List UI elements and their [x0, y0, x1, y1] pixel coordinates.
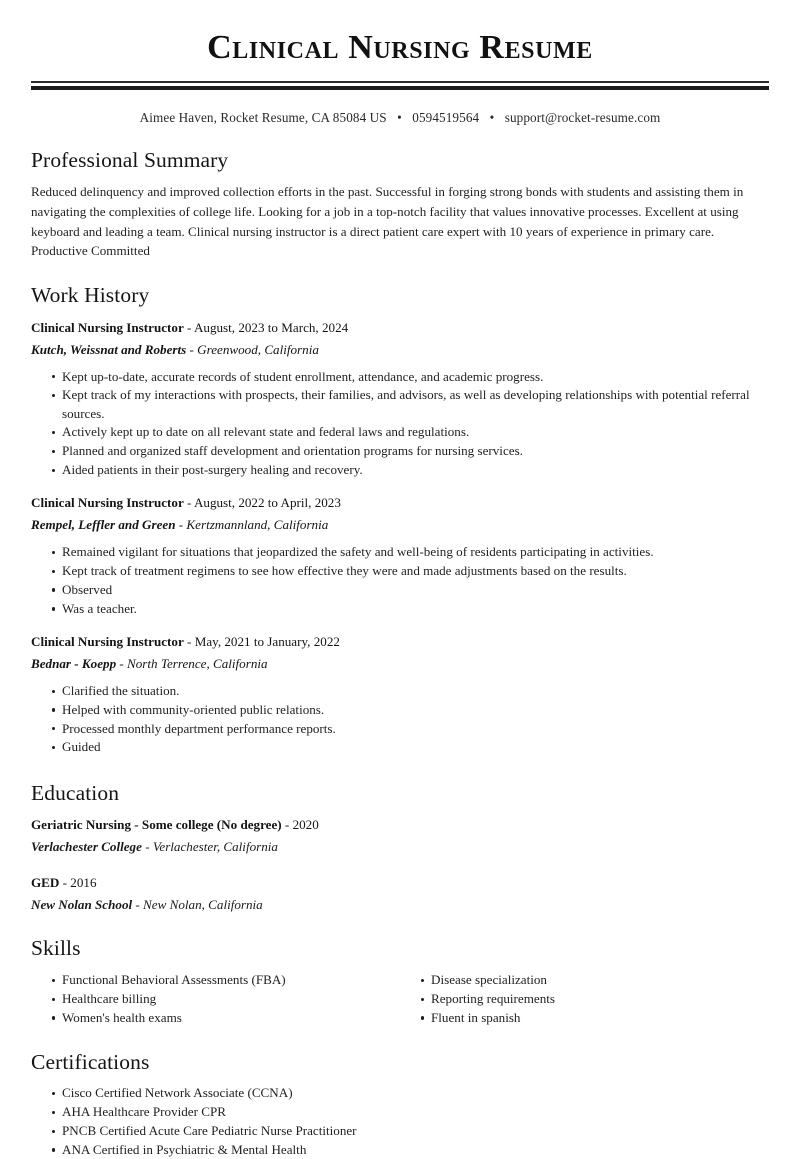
certifications-list	[31, 1084, 769, 1159]
section-skills	[31, 936, 769, 1027]
list-item: Observed	[52, 581, 769, 599]
education-school-line	[31, 837, 769, 856]
section-heading-education: Education	[31, 780, 120, 805]
work-entry-company-line	[31, 654, 769, 673]
section-professional-summary	[31, 148, 769, 261]
section-work-history	[31, 283, 769, 757]
company-dash: -	[186, 341, 198, 357]
list-item: Guided	[52, 738, 769, 756]
work-entry-company-line	[31, 515, 769, 534]
section-heading-summary: Professional Summary	[31, 147, 229, 172]
list-item: Planned and organized staff development and orientation programs for nursing services.	[52, 442, 769, 460]
list-item: Kept up-to-date, accurate records of student enrollment, attendance, and academic progress.	[52, 368, 769, 386]
list-item: AHA Healthcare Provider CPR	[52, 1103, 769, 1121]
job-dash: -	[183, 495, 194, 511]
list-item: Fluent in spanish	[421, 1009, 769, 1027]
contact-email: support@rocket-resume.com	[504, 110, 661, 126]
work-entry-title-line	[31, 632, 769, 651]
work-entry	[31, 632, 769, 757]
section-certifications	[31, 1050, 769, 1159]
list-item: Helped with community-oriented public relations.	[52, 701, 769, 719]
section-heading-work-history: Work History	[31, 282, 150, 307]
list-item: ANA Certified in Psychiatric & Mental Health	[52, 1141, 769, 1159]
company-name: Bednar - Koepp	[31, 656, 117, 671]
list-item: PNCB Certified Acute Care Pediatric Nurse Practitioner	[52, 1122, 769, 1140]
contact-separator-1: •	[397, 110, 402, 126]
list-item: Functional Behavioral Assessments (FBA)	[52, 971, 400, 989]
education-degree-line	[31, 873, 769, 892]
degree-year: 2020	[292, 817, 319, 833]
degree-year: 2016	[70, 875, 97, 891]
job-dates: August, 2022 to April, 2023	[193, 495, 341, 511]
work-entry-bullets	[31, 543, 769, 618]
job-dash: -	[183, 319, 194, 335]
divider-line-bottom	[31, 86, 769, 90]
list-item: Processed monthly department performance reports.	[52, 720, 769, 738]
job-title: Clinical Nursing Instructor	[31, 634, 184, 649]
work-entry	[31, 493, 769, 618]
school-location: Verlachester, California	[152, 839, 278, 855]
degree-dash: -	[281, 817, 293, 833]
job-dash: -	[183, 634, 195, 649]
school-dash: -	[141, 839, 153, 855]
list-item: Remained vigilant for situations that jeopardized the safety and well-being of residents participating in activities.	[52, 543, 769, 561]
work-entry-bullets	[31, 368, 769, 480]
company-location: Kertzmannland, California	[186, 517, 329, 533]
company-location: Greenwood, California	[197, 341, 319, 357]
list-item: Clarified the situation.	[52, 682, 769, 700]
list-item: Aided patients in their post-surgery healing and recovery.	[52, 461, 769, 479]
work-entry	[31, 318, 769, 480]
summary-paragraph: Reduced delinquency and improved collection efforts in the past. Successful in forging strong bonds with students and assisting them in navigating the complexities of college life. Looking for a job in a top-notch facility that values innovative processes. Excellent at using keyboard and leading a team. Clinical nursing instructor is a direct patient care expert with 10 years of experience in primary care. Productive Committed	[31, 184, 744, 259]
company-dash: -	[175, 517, 187, 533]
work-entry-title-line	[31, 493, 769, 512]
skills-list-right	[400, 971, 769, 1027]
job-title: Clinical Nursing Instructor	[31, 495, 184, 511]
work-entry-bullets	[31, 682, 769, 757]
degree-name: GED	[31, 875, 60, 891]
contact-separator-2: •	[489, 110, 495, 126]
skills-columns	[31, 971, 769, 1027]
degree-dash: -	[59, 875, 71, 891]
education-school-line	[31, 895, 769, 914]
list-item: Cisco Certified Network Associate (CCNA)	[52, 1084, 769, 1102]
company-name: Rempel, Leffler and Green	[31, 517, 176, 533]
skills-column-left	[31, 971, 400, 1027]
company-dash: -	[116, 656, 128, 671]
skills-column-right	[400, 971, 769, 1027]
list-item: Reporting requirements	[421, 990, 769, 1008]
education-degree-line	[31, 815, 769, 834]
job-dates: August, 2023 to March, 2024	[193, 319, 349, 335]
list-item: Kept track of my interactions with prospects, their families, and advisors, as well as developing relationships with potential referral sources.	[52, 386, 769, 423]
skills-list-left	[31, 971, 400, 1027]
school-location: New Nolan, California	[143, 897, 263, 913]
school-name: Verlachester College	[31, 839, 142, 855]
work-entry-title-line	[31, 318, 769, 337]
school-dash: -	[132, 897, 144, 913]
degree-name: Geriatric Nursing - Some college (No degree)	[31, 817, 282, 833]
contact-phone: 0594519564	[412, 110, 480, 126]
work-entry-company-line	[31, 340, 769, 359]
contact-address: Aimee Haven, Rocket Resume, CA 85084 US	[139, 110, 387, 126]
section-education	[31, 781, 769, 915]
education-entry	[31, 873, 769, 914]
list-item: Healthcare billing	[52, 990, 400, 1008]
list-item: Kept track of treatment regimens to see how effective they were and made adjustments based on the results.	[52, 562, 769, 580]
job-title: Clinical Nursing Instructor	[31, 319, 184, 335]
list-item: Actively kept up to date on all relevant state and federal laws and regulations.	[52, 423, 769, 441]
education-entry	[31, 815, 769, 856]
section-heading-certifications: Certifications	[31, 1049, 150, 1074]
contact-line	[31, 109, 769, 127]
list-item: Disease specialization	[421, 971, 769, 989]
section-heading-skills: Skills	[31, 936, 81, 961]
page-title: Clinical Nursing Resume	[207, 29, 593, 66]
header-divider	[31, 81, 769, 90]
job-dates: May, 2021 to January, 2022	[194, 634, 340, 649]
list-item: Women's health exams	[52, 1009, 400, 1027]
company-name: Kutch, Weissnat and Roberts	[31, 341, 187, 357]
list-item: Was a teacher.	[52, 600, 769, 618]
company-location: North Terrence, California	[127, 656, 268, 671]
school-name: New Nolan School	[31, 897, 133, 913]
